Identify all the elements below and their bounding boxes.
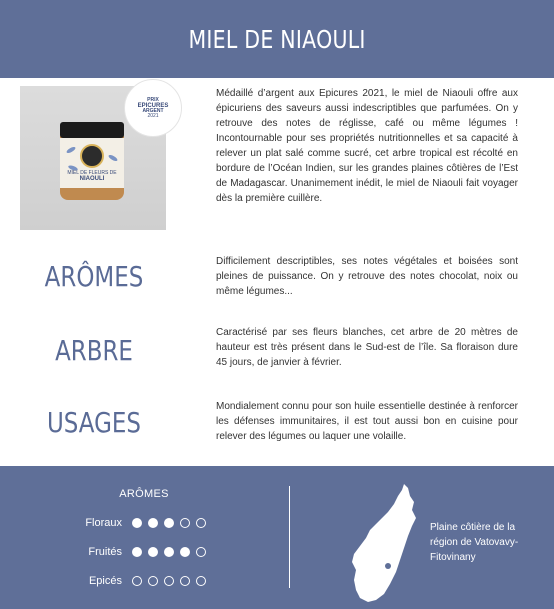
madagascar-map-icon [348, 482, 422, 604]
section-label-arbre: ARBRE [55, 334, 133, 367]
rating-dot-empty [180, 518, 190, 528]
rating-dot-empty [196, 518, 206, 528]
footer-divider [289, 486, 290, 588]
award-medal [124, 79, 182, 137]
rating-row-epices [56, 573, 206, 589]
region-marker [385, 563, 391, 569]
intro-paragraph: Médaillé d’argent aux Epicures 2021, le miel de Niaouli offre aux épicuriens des saveurs aussi indescriptibles que parfumées. On y retrouve des notes de réglisse, café ou même légumes ! Incontournable pour ses propriétés nutritionnelles et sa capacité à relever un plat salé comme sucré, cet arbre tropical est récolté en bordure de l’Océan Indien, sur les grandes plaines côtières de l’Est de Madagascar. Unanimement inédit, le miel de Niaouli fait voyager dès la première cuillère. [216, 88, 518, 204]
madagascar-island-shape [352, 484, 416, 602]
rating-dots [132, 547, 206, 557]
section-label-aromes: ARÔMES [44, 260, 144, 293]
rating-dot-filled [164, 547, 174, 557]
section-text-usages: Mondialement connu pour son huile essentielle destinée à renforcer les défenses immunitaires, il est tout aussi bon en cuisine pour relever des légumes ou laquer une volaille. [216, 401, 518, 442]
rating-dot-empty [164, 576, 174, 586]
rating-dot-filled [148, 518, 158, 528]
bee-emblem-icon [80, 144, 104, 168]
rating-row-fruites [56, 544, 206, 560]
jar-label-line2: NIAOULI [79, 176, 105, 182]
rating-dot-filled [132, 547, 142, 557]
section-text-arbre: Caractérisé par ses fleurs blanches, cet arbre de 20 mètres de hauteur est très présent dans le Sud-est de l’île. Sa floraison dure 45 jours, de janvier à février. [216, 327, 518, 368]
jar-lid [60, 122, 124, 138]
rating-row-floraux [56, 515, 206, 531]
footer-band [0, 466, 554, 609]
rating-dot-empty [180, 576, 190, 586]
medal-line1: PRIX [147, 96, 159, 103]
jar-label-line1: MIEL DE FLEURS DE [67, 170, 117, 176]
page-title: MIEL DE NIAOULI [188, 24, 366, 54]
medal-line3: ARGENT [142, 107, 164, 114]
rating-dot-empty [148, 576, 158, 586]
section-label-usages: USAGES [47, 406, 141, 439]
rating-label: Fruités [88, 546, 122, 558]
medal-line4: 2021 [147, 112, 159, 119]
rating-dot-filled [164, 518, 174, 528]
rating-dot-empty [132, 576, 142, 586]
rating-label: Epicés [88, 575, 122, 587]
rating-dot-filled [148, 547, 158, 557]
title-band [0, 0, 554, 78]
medal-line2: EPICURES [137, 102, 169, 109]
footer-aromes-title: ARÔMES [119, 488, 169, 500]
rating-dot-filled [132, 518, 142, 528]
rating-dot-empty [196, 576, 206, 586]
rating-dot-empty [196, 547, 206, 557]
rating-dots [132, 576, 206, 586]
rating-dot-filled [180, 547, 190, 557]
region-description: Plaine côtière de la région de Vatovavy-Fitovinany [430, 522, 519, 563]
rating-dots [132, 518, 206, 528]
section-text-aromes: Difficilement descriptibles, ses notes végétales et boisées sont pleines de puissance. On y retrouve des notes chocolat, noix ou même légumes... [216, 256, 518, 297]
rating-label: Floraux [85, 517, 122, 529]
